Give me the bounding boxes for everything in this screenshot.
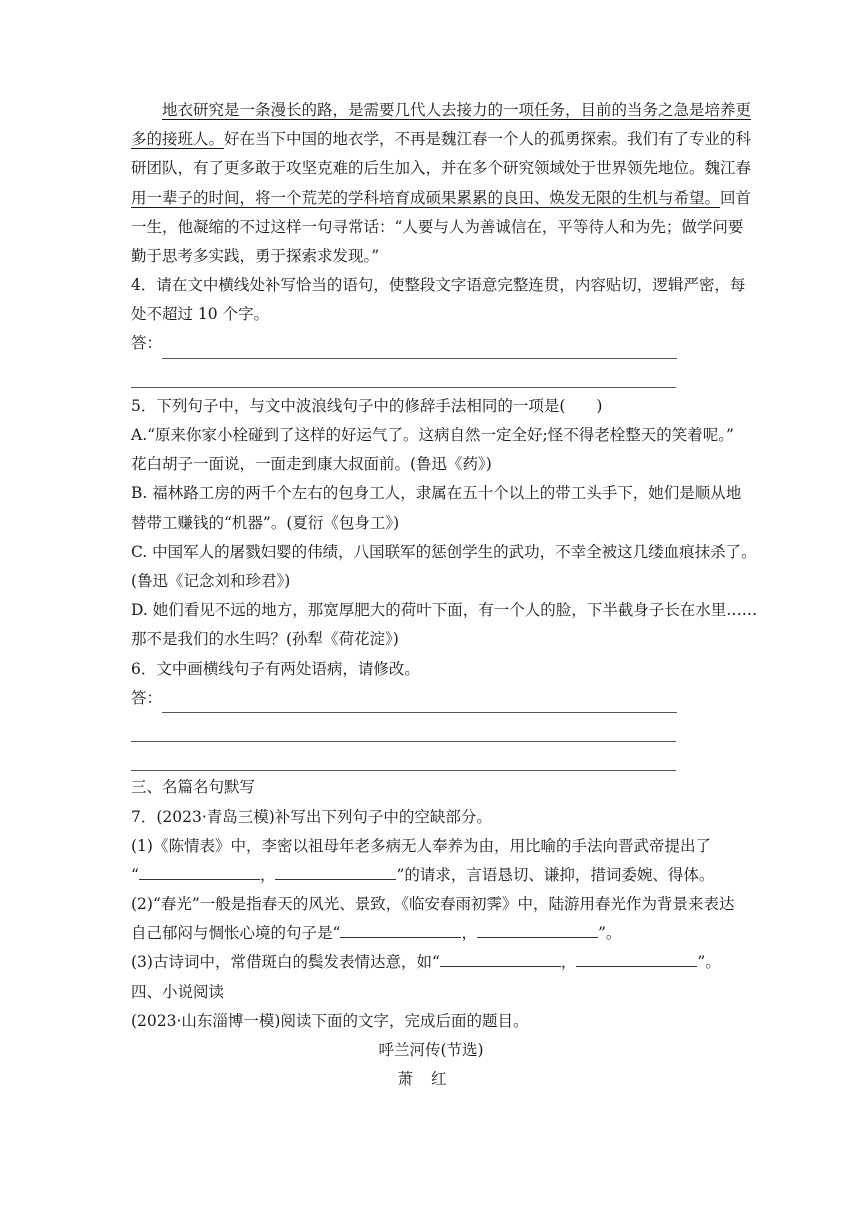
option-d: D. 她们看见不远的地方，那宽厚肥大的荷叶下面，有一个人的脸，下半截身子长在水里…… — [131, 601, 758, 620]
answer-row-q4 — [131, 330, 731, 359]
fill-blank[interactable] — [576, 950, 697, 967]
answer-line[interactable] — [162, 693, 677, 713]
answer-row-q6 — [131, 684, 731, 713]
fill-blank[interactable] — [139, 863, 260, 880]
question-7-stem: 7．(2023·青岛三模)补写出下列句子中的空缺部分。 — [131, 807, 492, 826]
option-c: (鲁迅《记念刘和珍君》) — [131, 572, 291, 590]
question-4-stem: 4．请在文中横线处补写恰当的语句，使整段文字语意完整连贯，内容贴切，逻辑严密，每 — [131, 276, 746, 295]
passage-line: 用一辈子的时间，将一个荒芜的学科培育成硕果累累的良田、焕发无限的生机与希望。回首 — [131, 188, 752, 207]
question-7-part-1: (1)《陈情表》中，李密以祖母年老多病无人奉养为由，用比喻的手法向晋武帝提出了 — [131, 836, 711, 855]
question-6-stem: 6．文中画横线句子有两处语病，请修改。 — [131, 659, 420, 678]
underlined-sentence: 用一辈子的时间，将一个荒芜的学科培育成硕果累累的良田、焕发无限的生机与希望。 — [131, 188, 721, 207]
reading-title: 呼兰河传(节选) — [378, 1041, 484, 1059]
answer-line[interactable] — [131, 722, 676, 742]
option-c: C. 中国军人的屠戮妇婴的伟绩，八国联军的惩创学生的武功，不幸全被这几缕血痕抹杀了。 — [131, 542, 757, 561]
answer-row-q6 — [131, 742, 731, 771]
underlined-sentence: 地衣研究是一条漫长的路，是需要几代人去接力的一项任务，目前的当务之急是培养更 — [162, 101, 752, 119]
reading-author: 萧红 — [397, 1070, 465, 1089]
fill-blank[interactable] — [340, 921, 461, 938]
option-a: 花白胡子一面说，一面走到康大叔面前。(鲁迅《药》) — [131, 455, 492, 474]
passage-line: 一生，他凝缩的不过这样一句寻常话：“人要与人为善诚信在，平等待人和为先；做学问要 — [131, 217, 744, 236]
question-7-part-3: (3)古诗词中，常借斑白的鬓发表情达意，如“ ， ”。 — [131, 948, 731, 977]
underlined-sentence: 多的接班人。 — [131, 130, 225, 149]
question-5-stem: 5．下列句子中，与文中波浪线句子中的修辞手法相同的一项是( ) — [131, 396, 603, 415]
passage-line — [131, 96, 752, 125]
question-7-part-2: (2)“春光”一般是指春天的风光、景致，《临安春雨初霁》中，陆游用春光作为背景来表达 — [131, 895, 735, 914]
option-b: 替带工赚钱的“机器”。(夏衍《包身工》) — [131, 513, 400, 532]
fill-blank[interactable] — [477, 921, 598, 938]
option-d: 那不是我们的水生吗？(孙犁《荷花淀》) — [131, 630, 399, 649]
document-page — [131, 96, 758, 1094]
section-heading: 三、名篇名句默写 — [131, 778, 256, 797]
answer-label: 答： — [131, 688, 163, 707]
passage-line: 多的接班人。好在当下中国的地衣学，不再是魏江春一个人的孤勇探索。我们有了专业的科 — [131, 130, 752, 149]
passage-line: 勤于思考多实践，勇于探索求发现。” — [131, 246, 380, 265]
answer-label: 答： — [131, 334, 163, 353]
section-heading: 四、小说阅读 — [131, 982, 225, 1001]
option-b: B. 福林路工房的两千个左右的包身工人，隶属在五十个以上的带工头手下，她们是顺从地 — [131, 484, 742, 503]
question-7-part-2: 自己郁闷与惆怅心境的句子是“ ， ”。 — [131, 919, 731, 948]
answer-row-q4 — [131, 359, 731, 388]
question-4-stem: 处不超过 10 个字。 — [131, 305, 270, 324]
fill-blank[interactable] — [275, 863, 396, 880]
answer-line[interactable] — [131, 751, 676, 771]
answer-row-q6 — [131, 713, 731, 742]
question-7-part-1: “ ， ”的请求，言语恳切、谦抑，措词委婉、得体。 — [131, 861, 731, 890]
fill-blank[interactable] — [440, 950, 561, 967]
reading-intro: (2023·山东淄博一模)阅读下面的文字，完成后面的题目。 — [131, 1011, 529, 1030]
answer-line[interactable] — [162, 339, 677, 359]
answer-line[interactable] — [131, 368, 676, 388]
option-a: A.“原来你家小栓碰到了这样的好运气了。这病自然一定全好;怪不得老栓整天的笑着呢。” — [131, 426, 734, 445]
passage-line: 研团队，有了更多敢于攻坚克难的后生加入，并在多个研究领域处于世界领先地位。魏江春 — [131, 159, 752, 178]
